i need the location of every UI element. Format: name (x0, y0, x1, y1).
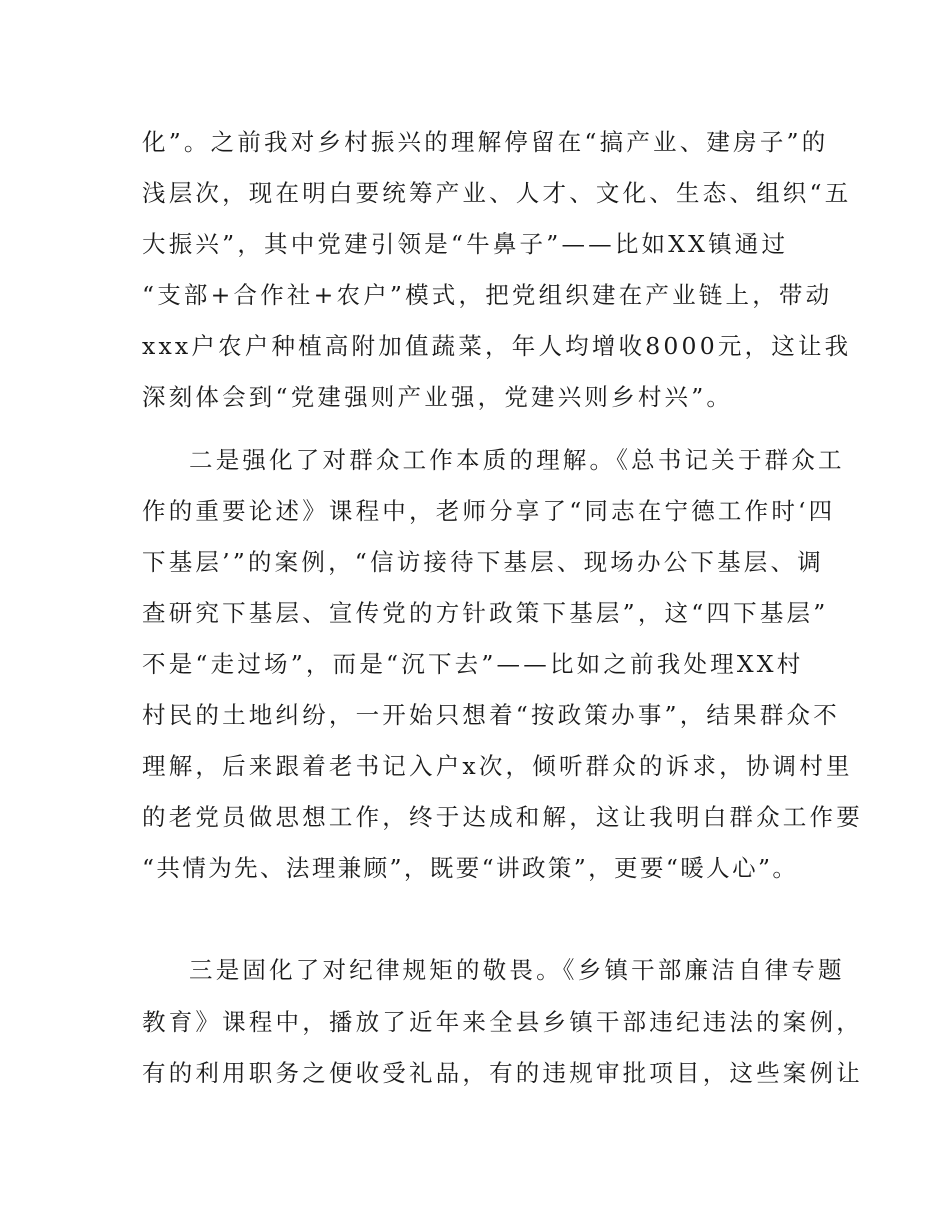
paragraph-1-line-5: xxx户农户种植高附加值蔬菜，年人均增收8000元，这让我 (142, 332, 852, 360)
paragraph-1-line-6: 深刻体会到“党建强则产业强，党建兴则乡村兴”。 (142, 383, 734, 411)
paragraph-2-line-9: “共情为先、法理兼顾”，既要“讲政策”，更要“暖人心”。 (142, 854, 799, 882)
paragraph-2-line-2: 作的重要论述》课程中，老师分享了“同志在宁德工作时‘四 (142, 497, 836, 525)
paragraph-2-line-7: 理解，后来跟着老书记入户x次，倾听群众的诉求，协调村里 (142, 752, 853, 780)
paragraph-1-line-3: 大振兴”，其中党建引领是“牛鼻子”——比如XX镇通过 (142, 230, 789, 258)
paragraph-2-line-5: 不是“走过场”，而是“沉下去”——比如之前我处理XX村 (142, 650, 804, 678)
paragraph-2-line-6: 村民的土地纠纷，一开始只想着“按政策办事”，结果群众不 (142, 701, 840, 729)
paragraph-3-line-2: 教育》课程中，播放了近年来全县乡镇干部违纪违法的案例， (142, 1008, 863, 1036)
paragraph-2-line-4: 查研究下基层、宣传党的方针政策下基层”，这“四下基层” (142, 599, 829, 627)
paragraph-1-line-4: “支部+合作社+农户”模式，把党组织建在产业链上，带动 (142, 281, 833, 309)
paragraph-2-line-8: 的老党员做思想工作，终于达成和解，这让我明白群众工作要 (142, 803, 863, 831)
paragraph-3-line-3: 有的利用职务之便收受礼品，有的违规审批项目，这些案例让 (142, 1059, 863, 1087)
paragraph-1-line-1: 化”。之前我对乡村振兴的理解停留在“搞产业、建房子”的 (142, 128, 829, 156)
paragraph-2-line-1: 二是强化了对群众工作本质的理解。《总书记关于群众工 (189, 446, 845, 474)
paragraph-1-line-2: 浅层次，现在明白要统筹产业、人才、文化、生态、组织“五 (142, 179, 852, 207)
paragraph-3-line-1: 三是固化了对纪律规矩的敬畏。《乡镇干部廉洁自律专题 (189, 956, 845, 984)
paragraph-2-line-3: 下基层’”的案例，“信访接待下基层、现场办公下基层、调 (142, 548, 824, 576)
